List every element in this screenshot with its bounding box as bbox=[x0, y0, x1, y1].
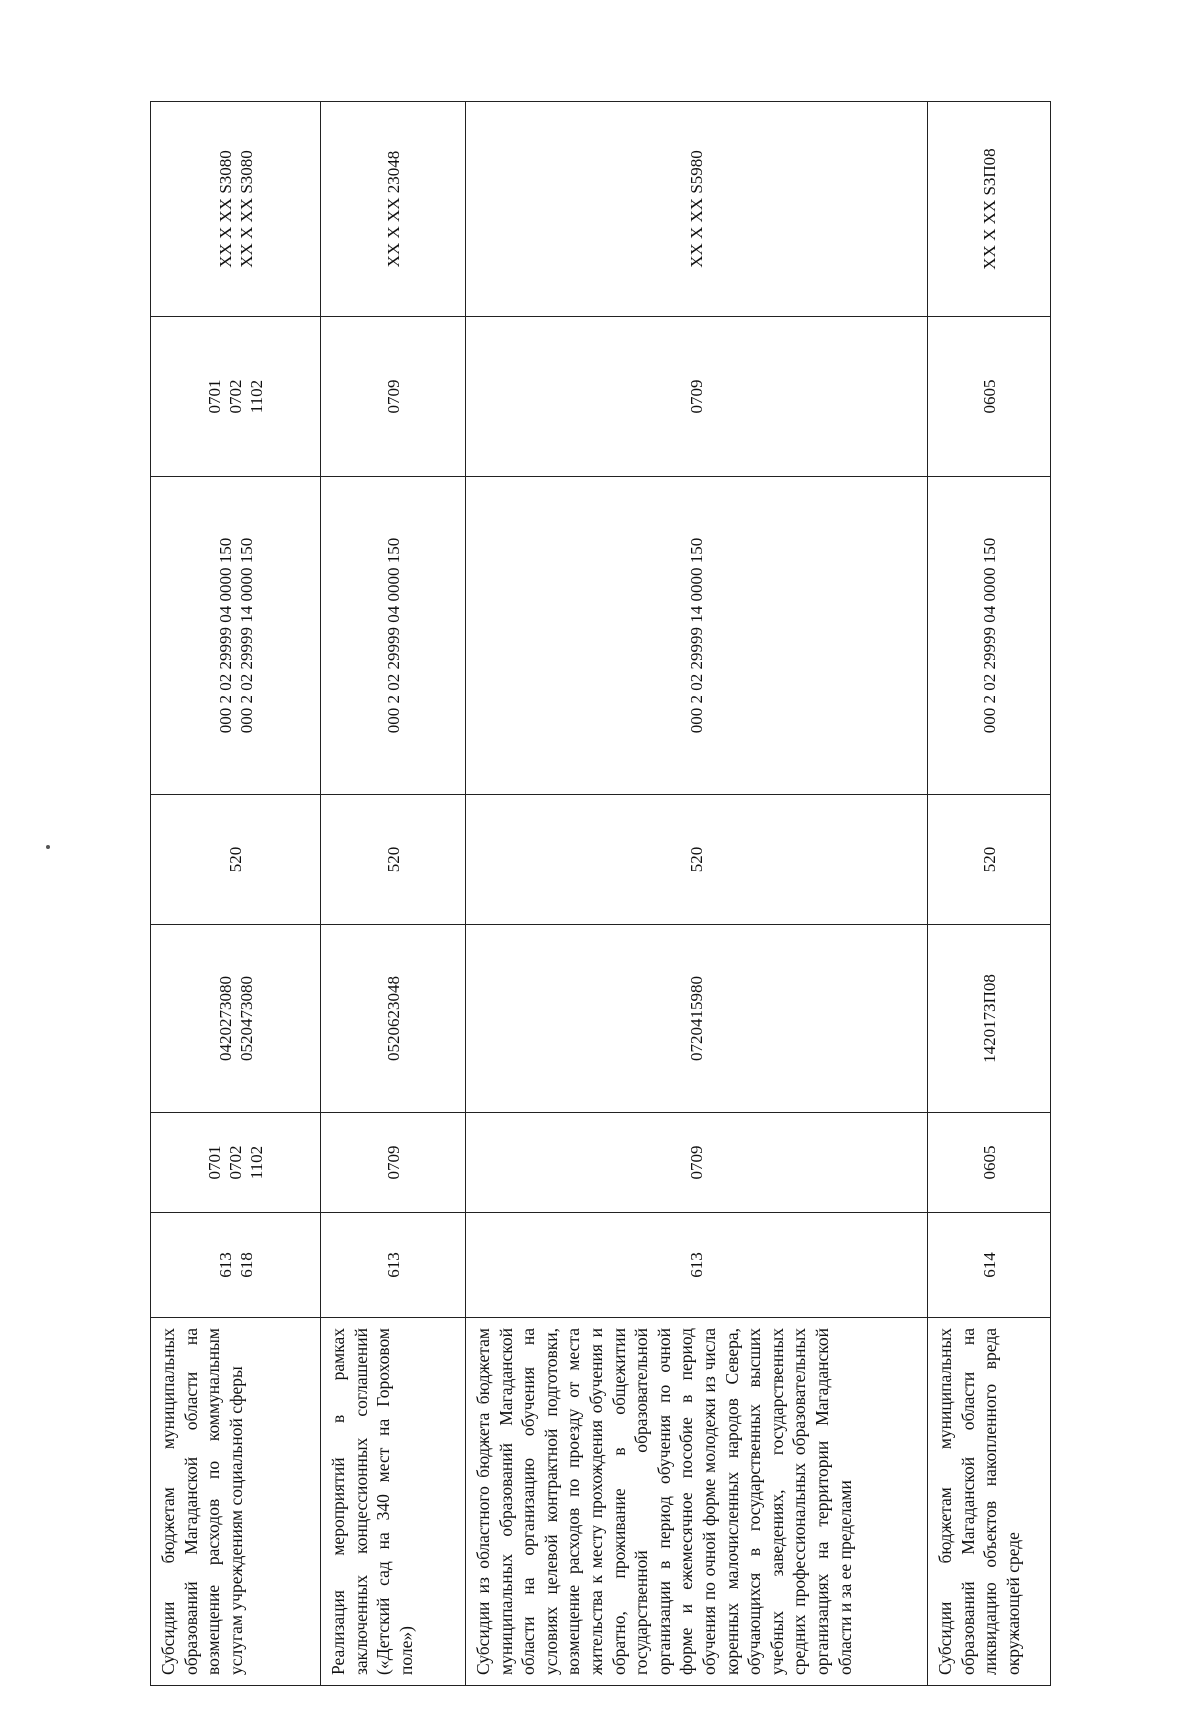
cell-col3: 0605 bbox=[928, 1113, 1051, 1213]
cell-col8: XX X XX S5980 bbox=[466, 102, 928, 317]
cell-col2: 613 bbox=[321, 1213, 466, 1318]
cell-col7: 0709 bbox=[321, 317, 466, 477]
cell-col8: XX X XX S3080 XX X XX S3080 bbox=[151, 102, 321, 317]
table-row bbox=[466, 102, 928, 1686]
cell-col7: 0709 bbox=[466, 317, 928, 477]
cell-col4: 0420273080 0520473080 bbox=[151, 925, 321, 1113]
row-description: Субсидии бюджетам муниципальных образований Магаданской области на возмещение расходов по коммунальным услугам учреждениям социальной сферы bbox=[151, 1318, 321, 1686]
cell-col6: 000 2 02 29999 14 0000 150 bbox=[466, 477, 928, 795]
cell-col5: 520 bbox=[466, 795, 928, 925]
row-description: Реализация мероприятий в рамках заключенных концессионных соглашений («Детский сад на 340 мест на Гороховом поле») bbox=[321, 1318, 466, 1686]
cell-col2: 614 bbox=[928, 1213, 1051, 1318]
row-description: Субсидии из областного бюджета бюджетам муниципальных образований Магаданской области на организацию обучения на условиях целевой контрактной подготовки, возмещение расходов по проезду от места жительства к месту прохождения обучения и обратно, проживание в общежитии государственной образовательной организации в период обучения по очной форме и ежемесячное пособие в период обучения по очной форме молодежи из числа коренных малочисленных народов Севера, обучающихся в государственных высших учебных заведениях, государственных средних профессиональных образовательных организациях на территории Магаданской области и за ее пределами bbox=[466, 1318, 928, 1686]
budget-codes-table bbox=[150, 101, 1051, 1686]
cell-col3: 0709 bbox=[466, 1113, 928, 1213]
table-row bbox=[928, 102, 1051, 1686]
cell-col8: XX X XX 23048 bbox=[321, 102, 466, 317]
cell-col2: 613 618 bbox=[151, 1213, 321, 1318]
cell-col4: 0520623048 bbox=[321, 925, 466, 1113]
cell-col8: XX X XX S3П08 bbox=[928, 102, 1051, 317]
rotated-table-sheet bbox=[150, 102, 1050, 1686]
cell-col5: 520 bbox=[928, 795, 1051, 925]
cell-col4: 0720415980 bbox=[466, 925, 928, 1113]
cell-col3: 0709 bbox=[321, 1113, 466, 1213]
cell-col6: 000 2 02 29999 04 0000 150 bbox=[928, 477, 1051, 795]
table-row bbox=[321, 102, 466, 1686]
cell-col6: 000 2 02 29999 04 0000 150 bbox=[321, 477, 466, 795]
cell-col5: 520 bbox=[321, 795, 466, 925]
cell-col2: 613 bbox=[466, 1213, 928, 1318]
table-row bbox=[151, 102, 321, 1686]
cell-col3: 0701 0702 1102 bbox=[151, 1113, 321, 1213]
cell-col7: 0701 0702 1102 bbox=[151, 317, 321, 477]
cell-col4: 142017ЗП08 bbox=[928, 925, 1051, 1113]
cell-col7: 0605 bbox=[928, 317, 1051, 477]
row-description: Субсидии бюджетам муниципальных образований Магаданской области на ликвидацию объектов накопленного вреда окружающей среде bbox=[928, 1318, 1051, 1686]
cell-col6: 000 2 02 29999 04 0000 150 000 2 02 29999 14 0000 150 bbox=[151, 477, 321, 795]
scan-dot bbox=[46, 845, 50, 849]
cell-col5: 520 bbox=[151, 795, 321, 925]
